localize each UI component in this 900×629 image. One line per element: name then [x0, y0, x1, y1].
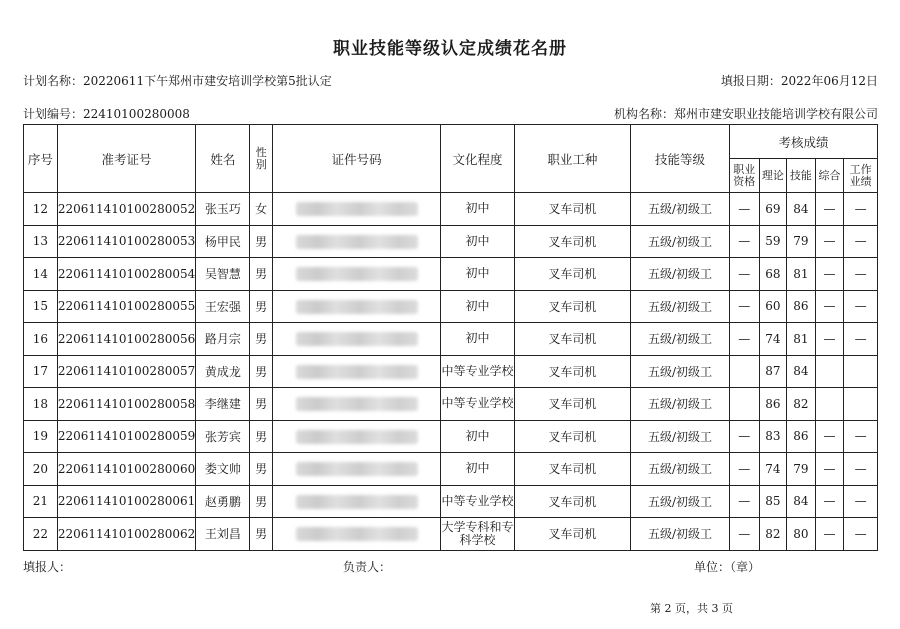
cell-gender: 男: [250, 323, 272, 356]
cell-exam-no: 220611410100280060: [57, 453, 196, 486]
cell-comprehensive: [815, 388, 844, 421]
cell-name: 路月宗: [196, 323, 250, 356]
cell-exam-no: 220611410100280062: [57, 518, 196, 551]
cell-skill: 80: [787, 518, 816, 551]
cell-level: 五级/初级工: [631, 453, 730, 486]
cell-seq: 12: [24, 193, 58, 226]
cell-qualification: [729, 388, 759, 421]
cell-seq: 22: [24, 518, 58, 551]
table-row: [24, 225, 878, 258]
cell-gender: 男: [250, 420, 272, 453]
cell-work-performance: —: [844, 323, 878, 356]
cell-qualification: —: [729, 225, 759, 258]
redaction-blur: [296, 202, 418, 216]
cell-name: 李继建: [196, 388, 250, 421]
cell-qualification: [729, 355, 759, 388]
cell-occupation: 叉车司机: [514, 290, 630, 323]
cell-comprehensive: —: [815, 258, 844, 291]
plan-name: 计划名称：20220611下午郑州市建安培训学校第5批认定: [23, 74, 332, 88]
redaction-blur: [296, 267, 418, 281]
cell-exam-no: 220611410100280058: [57, 388, 196, 421]
cell-occupation: 叉车司机: [514, 518, 630, 551]
cell-exam-no: 220611410100280061: [57, 485, 196, 518]
org-name: 机构名称：郑州市建安职业技能培训学校有限公司: [613, 107, 878, 121]
cell-exam-no: 220611410100280053: [57, 225, 196, 258]
cell-level: 五级/初级工: [631, 420, 730, 453]
cell-exam-no: 220611410100280059: [57, 420, 196, 453]
filler-label: 填报人：: [23, 560, 72, 574]
cell-education: 初中: [441, 225, 514, 258]
document-title: 职业技能等级认定成绩花名册: [333, 39, 567, 59]
cell-occupation: 叉车司机: [514, 258, 630, 291]
cell-skill: 84: [787, 355, 816, 388]
cell-qualification: —: [729, 485, 759, 518]
cell-work-performance: —: [844, 258, 878, 291]
header-gender: 性别: [250, 125, 272, 193]
cell-level: 五级/初级工: [631, 323, 730, 356]
cell-skill: 79: [787, 453, 816, 486]
cell-name: 黄成龙: [196, 355, 250, 388]
cell-theory: 82: [759, 518, 787, 551]
cell-name: 张芳宾: [196, 420, 250, 453]
cell-exam-no: 220611410100280052: [57, 193, 196, 226]
cell-seq: 21: [24, 485, 58, 518]
cell-occupation: 叉车司机: [514, 225, 630, 258]
header-name: 姓名: [196, 125, 250, 193]
cell-comprehensive: [815, 355, 844, 388]
cell-theory: 74: [759, 323, 787, 356]
redaction-blur: [296, 397, 418, 411]
cell-level: 五级/初级工: [631, 388, 730, 421]
cell-seq: 20: [24, 453, 58, 486]
cell-id-redacted: [272, 388, 440, 421]
cell-seq: 19: [24, 420, 58, 453]
cell-education: 中等专业学校: [441, 485, 514, 518]
cell-gender: 男: [250, 355, 272, 388]
cell-theory: 60: [759, 290, 787, 323]
header-theory: 理论: [759, 159, 787, 193]
cell-qualification: —: [729, 518, 759, 551]
cell-occupation: 叉车司机: [514, 323, 630, 356]
score-roster-table: [23, 124, 878, 551]
cell-name: 吴智慧: [196, 258, 250, 291]
cell-name: 赵勇鹏: [196, 485, 250, 518]
cell-name: 王刘昌: [196, 518, 250, 551]
cell-gender: 男: [250, 518, 272, 551]
cell-id-redacted: [272, 453, 440, 486]
cell-id-redacted: [272, 193, 440, 226]
page-number: 第 2 页，共 3 页: [650, 602, 733, 615]
header-row: [24, 125, 878, 159]
redaction-blur: [296, 332, 418, 346]
cell-level: 五级/初级工: [631, 355, 730, 388]
cell-id-redacted: [272, 258, 440, 291]
cell-exam-no: 220611410100280055: [57, 290, 196, 323]
cell-skill: 84: [787, 193, 816, 226]
redaction-blur: [296, 527, 418, 541]
cell-id-redacted: [272, 225, 440, 258]
cell-skill: 84: [787, 485, 816, 518]
cell-level: 五级/初级工: [631, 193, 730, 226]
header-education: 文化程度: [441, 125, 514, 193]
redaction-blur: [296, 495, 418, 509]
cell-comprehensive: —: [815, 193, 844, 226]
header-seq: 序号: [24, 125, 58, 193]
cell-education: 初中: [441, 420, 514, 453]
cell-theory: 87: [759, 355, 787, 388]
cell-skill: 79: [787, 225, 816, 258]
cell-work-performance: [844, 355, 878, 388]
cell-qualification: —: [729, 193, 759, 226]
fill-date: 填报日期：2022年06月12日: [720, 74, 878, 88]
cell-work-performance: —: [844, 290, 878, 323]
cell-id-redacted: [272, 355, 440, 388]
cell-occupation: 叉车司机: [514, 388, 630, 421]
cell-id-redacted: [272, 290, 440, 323]
cell-id-redacted: [272, 323, 440, 356]
cell-occupation: 叉车司机: [514, 193, 630, 226]
cell-name: 杨甲民: [196, 225, 250, 258]
cell-qualification: —: [729, 290, 759, 323]
cell-work-performance: —: [844, 193, 878, 226]
cell-education: 初中: [441, 453, 514, 486]
header-work-performance: 工作业绩: [844, 159, 878, 193]
cell-exam-no: 220611410100280054: [57, 258, 196, 291]
cell-comprehensive: —: [815, 485, 844, 518]
plan-number: 计划编号：22410100280008: [23, 107, 190, 121]
cell-id-redacted: [272, 420, 440, 453]
cell-name: 张玉巧: [196, 193, 250, 226]
header-id-no: 证件号码: [272, 125, 440, 193]
table-row: [24, 420, 878, 453]
table-row: [24, 518, 878, 551]
cell-gender: 男: [250, 388, 272, 421]
cell-exam-no: 220611410100280056: [57, 323, 196, 356]
table-row: [24, 323, 878, 356]
cell-education: 中等专业学校: [441, 388, 514, 421]
cell-level: 五级/初级工: [631, 485, 730, 518]
cell-id-redacted: [272, 518, 440, 551]
cell-skill: 82: [787, 388, 816, 421]
cell-comprehensive: —: [815, 290, 844, 323]
header-scores: 考核成绩: [729, 125, 877, 159]
cell-work-performance: —: [844, 453, 878, 486]
cell-gender: 男: [250, 225, 272, 258]
redaction-blur: [296, 365, 418, 379]
cell-seq: 18: [24, 388, 58, 421]
unit-seal-label: 单位：（章）: [694, 560, 761, 574]
redaction-blur: [296, 462, 418, 476]
cell-work-performance: —: [844, 518, 878, 551]
cell-occupation: 叉车司机: [514, 355, 630, 388]
cell-education: 中等专业学校: [441, 355, 514, 388]
header-comprehensive: 综合: [815, 159, 844, 193]
header-level: 技能等级: [631, 125, 730, 193]
cell-theory: 85: [759, 485, 787, 518]
cell-seq: 15: [24, 290, 58, 323]
cell-comprehensive: —: [815, 518, 844, 551]
cell-qualification: —: [729, 420, 759, 453]
cell-level: 五级/初级工: [631, 225, 730, 258]
header-qualification: 职业资格: [729, 159, 759, 193]
cell-occupation: 叉车司机: [514, 453, 630, 486]
cell-education: 初中: [441, 323, 514, 356]
cell-work-performance: —: [844, 420, 878, 453]
cell-education: 初中: [441, 290, 514, 323]
redaction-blur: [296, 235, 418, 249]
cell-skill: 86: [787, 290, 816, 323]
cell-qualification: —: [729, 453, 759, 486]
redaction-blur: [296, 430, 418, 444]
cell-occupation: 叉车司机: [514, 420, 630, 453]
header-skill: 技能: [787, 159, 816, 193]
cell-skill: 81: [787, 258, 816, 291]
cell-skill: 81: [787, 323, 816, 356]
cell-theory: 69: [759, 193, 787, 226]
redaction-blur: [296, 300, 418, 314]
cell-skill: 86: [787, 420, 816, 453]
table-row: [24, 193, 878, 226]
cell-theory: 59: [759, 225, 787, 258]
cell-name: 王宏强: [196, 290, 250, 323]
table-row: [24, 258, 878, 291]
cell-gender: 男: [250, 258, 272, 291]
cell-seq: 16: [24, 323, 58, 356]
table-row: [24, 388, 878, 421]
cell-qualification: —: [729, 323, 759, 356]
cell-gender: 男: [250, 453, 272, 486]
cell-education: 大学专科和专科学校: [441, 518, 514, 551]
cell-comprehensive: —: [815, 453, 844, 486]
cell-id-redacted: [272, 485, 440, 518]
cell-name: 娄文帅: [196, 453, 250, 486]
table-row: [24, 290, 878, 323]
cell-qualification: —: [729, 258, 759, 291]
cell-level: 五级/初级工: [631, 518, 730, 551]
cell-work-performance: —: [844, 485, 878, 518]
header-exam-no: 准考证号: [57, 125, 196, 193]
cell-education: 初中: [441, 193, 514, 226]
table-row: [24, 453, 878, 486]
cell-theory: 74: [759, 453, 787, 486]
header-occupation: 职业工种: [514, 125, 630, 193]
cell-gender: 女: [250, 193, 272, 226]
manager-label: 负责人：: [343, 560, 392, 574]
cell-gender: 男: [250, 485, 272, 518]
table-row: [24, 355, 878, 388]
cell-occupation: 叉车司机: [514, 485, 630, 518]
cell-theory: 86: [759, 388, 787, 421]
cell-gender: 男: [250, 290, 272, 323]
cell-education: 初中: [441, 258, 514, 291]
cell-level: 五级/初级工: [631, 290, 730, 323]
cell-work-performance: —: [844, 225, 878, 258]
cell-theory: 68: [759, 258, 787, 291]
cell-comprehensive: —: [815, 225, 844, 258]
table-row: [24, 485, 878, 518]
cell-seq: 17: [24, 355, 58, 388]
cell-theory: 83: [759, 420, 787, 453]
cell-work-performance: [844, 388, 878, 421]
cell-level: 五级/初级工: [631, 258, 730, 291]
cell-comprehensive: —: [815, 323, 844, 356]
cell-comprehensive: —: [815, 420, 844, 453]
cell-seq: 14: [24, 258, 58, 291]
cell-exam-no: 220611410100280057: [57, 355, 196, 388]
cell-seq: 13: [24, 225, 58, 258]
